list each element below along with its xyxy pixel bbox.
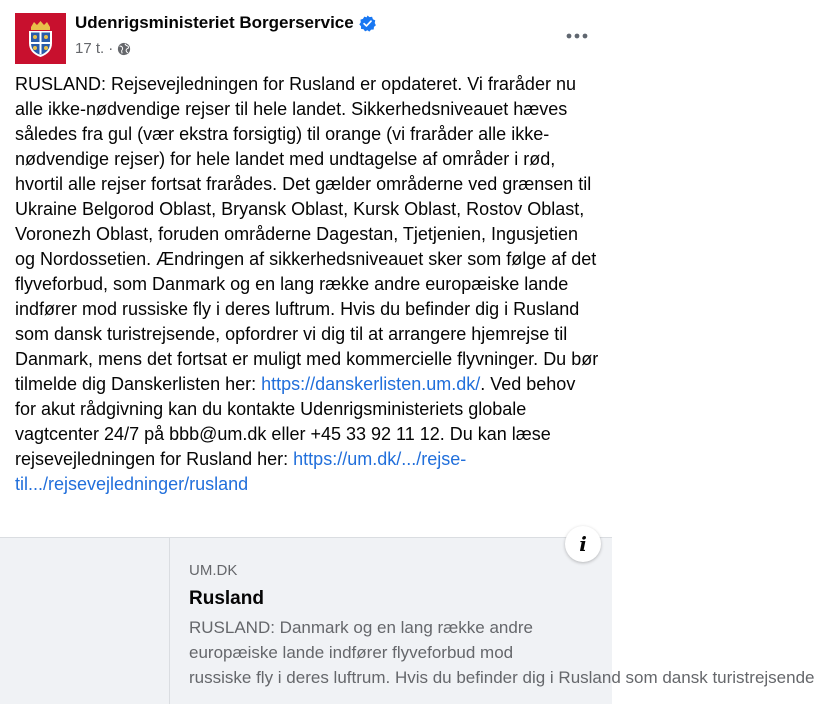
post-text-part1: RUSLAND: Rejsevejledningen for Rusland er opdateret. Vi fraråder nu alle ikke-nødvendige rejser til hele landet. Sikkerhedsniveauet hæves således fra gul (vær ekstra forsigtig) til orange (vi fraråder alle ikke-nødvendige rejser) for hele landet med undtagelse af områder i rød, hvortil alle rejser fortsat frarådes. Det gælder områderne ved grænsen til Ukraine Belgorod Oblast, Bryansk Oblast, Kursk Oblast, Rostov Oblast, Voronezh Oblast, foruden områderne Dagestan, Tjetjenien, Ingusjetien og Nordossetien. Ændringen af sikkerhedsniveauet sker som følge af det flyveforbud, som Danmark og en lang række andre europæiske lande indfører mod russiske fly i deres luftrum. Hvis du befinder dig i Rusland som dansk turistrejsende, opfordrer vi dig til at arrangere hjemrejse til Danmark, mens det fortsat er muligt med kommercielle flyvninger. Du bør tilmelde dig Danskerlisten her: (15, 74, 599, 394)
page-name-link[interactable] (75, 13, 376, 33)
page-avatar[interactable] (15, 13, 66, 64)
link-preview-info[interactable] (189, 562, 815, 690)
more-horizontal-icon (565, 32, 589, 40)
rejsevejledning-link[interactable]: https://um.dk/.../rejse-til.../rejsevejledninger/rusland (15, 449, 467, 494)
verified-badge-icon (359, 15, 376, 32)
post-header (0, 0, 612, 70)
info-icon: i (579, 532, 587, 556)
post-message (15, 72, 600, 497)
page-name-text[interactable]: Udenrigsministeriet Borgerservice (75, 13, 354, 32)
danish-coat-of-arms-icon (15, 13, 66, 64)
description-line: europæiske lande indfører flyveforbud mod (189, 643, 514, 662)
link-preview-title[interactable]: Rusland (189, 588, 264, 609)
globe-icon[interactable] (117, 42, 131, 56)
meta-separator: · (108, 40, 114, 57)
post-meta (75, 40, 131, 57)
info-button[interactable] (565, 526, 601, 562)
description-line: RUSLAND: Danmark og en lang række andre (189, 618, 533, 637)
link-preview-thumbnail[interactable] (0, 538, 170, 704)
danskerlisten-link[interactable]: https://danskerlisten.um.dk/ (261, 374, 481, 394)
post-text-part2: . Ved behov for akut rådgivning kan du kontakte Udenrigsministeriets globale vagtcenter 24/7 på bbb@um.dk eller +45 33 92 11 12. Du kan læse rejsevejledningen for Rusland her: (15, 374, 576, 469)
description-line: russiske fly i deres luftrum. Hvis du befinder dig i Rusland som dansk turistrejsende (189, 668, 815, 687)
link-preview-domain: UM.DK (189, 562, 238, 579)
more-options-button[interactable] (560, 22, 594, 50)
link-preview-description (189, 615, 815, 690)
link-preview-card[interactable] (0, 537, 815, 704)
post-timestamp[interactable]: 17 t. (75, 40, 105, 57)
